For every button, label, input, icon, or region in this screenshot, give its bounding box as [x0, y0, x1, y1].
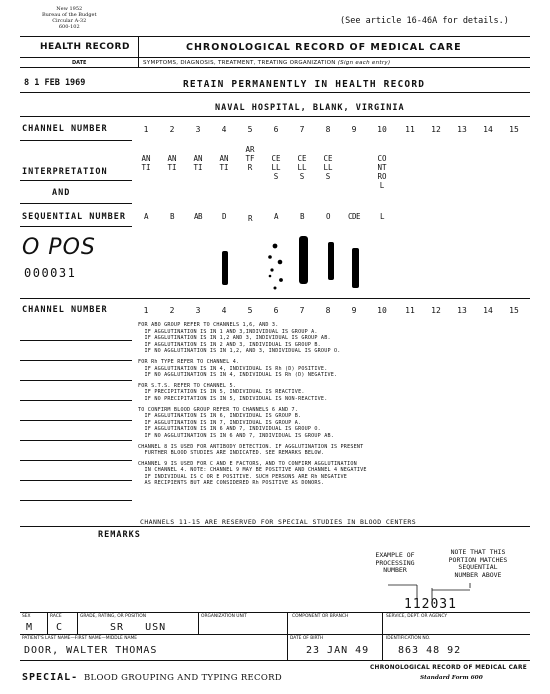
instruction-line: TO CONFIRM BLOOD GROUP REFER TO CHANNELS 6 AND 7.: [138, 406, 299, 413]
sex-label: SEX: [22, 614, 31, 619]
form-id-line: Bureau of the Budget: [42, 12, 97, 18]
channel-number: 6: [273, 125, 279, 134]
interpretation-column: ANTI: [193, 154, 203, 172]
channel-number: 13: [457, 306, 467, 315]
channel-number: 2: [169, 306, 175, 315]
retain-notice: RETAIN PERMANENTLY IN HEALTH RECORD: [183, 79, 426, 90]
blood-group-label: B: [169, 212, 174, 221]
patient-name-label: PATIENT'S LAST NAME—FIRST NAME—MIDDLE NAME: [22, 636, 138, 641]
form-title: CHRONOLOGICAL RECORD OF MEDICAL CARE: [186, 42, 462, 53]
blood-group-label: D: [221, 212, 226, 221]
channel-number: 1: [143, 125, 149, 134]
footer-form-number: Standard Form 600: [420, 675, 483, 681]
channel-number: 15: [509, 306, 519, 315]
health-record-label: HEALTH RECORD: [40, 42, 130, 52]
race-value: C: [56, 622, 64, 633]
instruction-line: CHANNEL 9 IS USED FOR C AND E FACTORS, AND TO CONFIRM AGGLUTINATION: [138, 460, 357, 467]
grade-label: GRADE, RATING, OR POSITION: [80, 614, 147, 619]
instruction-line: IF PRECIPITATION IS IN 5, INDIVIDUAL IS REACTIVE.: [138, 389, 305, 396]
service-label: SERVICE, DEPT. OR AGENCY: [386, 614, 448, 619]
instruction-line: IF AGGLUTINATION IS IN 1,2 AND 3, INDIVIDUAL IS GROUP AB.: [138, 335, 331, 342]
instruction-line: FOR S.T.S. REFER TO CHANNEL 5.: [138, 382, 237, 389]
serial-number: 000031: [24, 266, 77, 280]
channel-number: 12: [431, 306, 441, 315]
blood-group-label: L: [379, 212, 384, 221]
instruction-line: IF AGGLUTINATION IS IN 6 AND 7, INDIVIDUAL IS GROUP O.: [138, 426, 321, 433]
channel-number: 9: [351, 306, 357, 315]
blood-group-label: B: [299, 212, 304, 221]
id-value: 863 48 92: [398, 645, 462, 656]
channel-number: 9: [351, 125, 357, 134]
instruction-line: IF INDIVIDUAL IS C OR E POSITIVE. SUCH PERSONS ARE Rh NEGATIVE: [138, 473, 348, 480]
reserved-note: CHANNELS 11-15 ARE RESERVED FOR SPECIAL STUDIES IN BLOOD CENTERS: [140, 518, 417, 526]
instruction-line: IF NO AGGLUTINATION IS IN 6 AND 7, INDIVIDUAL IS GROUP AB.: [138, 432, 335, 439]
sign-note: (Sign each entry): [337, 60, 391, 66]
instruction-line: IF NO AGGLUTINATION IS IN 4, INDIVIDUAL IS Rh (D) NEGATIVE.: [138, 372, 338, 379]
channel-number-label-2: CHANNEL NUMBER: [22, 305, 108, 315]
channel-number: 6: [273, 306, 279, 315]
channel-number: 7: [299, 125, 305, 134]
interpretation-column: CELLS: [271, 154, 281, 181]
note-label: NOTE THAT THIS PORTION MATCHES SEQUENTIAL NUMBER ABOVE: [448, 548, 508, 579]
component-label: COMPONENT OR BRANCH: [292, 614, 349, 619]
interpretation-label: INTERPRETATION: [22, 167, 108, 177]
interpretation-column: ARTFR: [245, 145, 255, 172]
channel-number: 15: [509, 125, 519, 134]
symptoms-label-text: SYMPTOMS, DIAGNOSIS, TREATMENT, TREATING ORGANIZATION: [143, 60, 336, 66]
grade-value: SR USN: [110, 622, 167, 633]
date-label: DATE: [72, 60, 87, 66]
channel-number: 3: [195, 306, 201, 315]
instruction-line: CHANNEL 8 IS USED FOR ANTIBODY DETECTION. IF AGGLUTINATION IS PRESENT: [138, 443, 364, 450]
channel-number: 10: [377, 125, 387, 134]
instruction-line: IF AGGLUTINATION IS IN 7, INDIVIDUAL IS GROUP A.: [138, 419, 302, 426]
instruction-line: FURTHER BLOOD STUDIES ARE INDICATED. SEE REMARKS BELOW.: [138, 450, 325, 457]
channel-number: 8: [325, 306, 331, 315]
instruction-line: IN CHANNEL 4. NOTE: CHANNEL 9 MAY BE POSITIVE AND CHANNEL 4 NEGATIVE: [138, 467, 367, 474]
channel-number: 5: [247, 306, 253, 315]
instruction-line: IF NO PRECIPITATION IS IN 5, INDIVIDUAL IS NON-REACTIVE.: [138, 395, 328, 402]
special-label: SPECIAL-: [22, 672, 79, 683]
interpretation-column: ANTI: [167, 154, 177, 172]
id-label: IDENTIFICATION NO.: [386, 636, 431, 641]
blood-group-label: AB: [193, 212, 203, 221]
hospital-name: NAVAL HOSPITAL, BLANK, VIRGINIA: [215, 103, 405, 113]
channel-number: 5: [247, 125, 253, 134]
interpretation-column: CELLS: [323, 154, 333, 181]
patient-name: DOOR, WALTER THOMAS: [24, 645, 158, 656]
sex-value: M: [26, 622, 34, 633]
organization-label: ORGANIZATION UNIT: [201, 614, 247, 619]
channel-number: 11: [405, 125, 415, 134]
channel-number: 2: [169, 125, 175, 134]
interpretation-column: ANTI: [219, 154, 229, 172]
instruction-line: IF AGGLUTINATION IS IN 6, INDIVIDUAL IS GROUP B.: [138, 413, 302, 420]
channel-number: 4: [221, 306, 227, 315]
channel-number: 10: [377, 306, 387, 315]
blood-group-label: O: [325, 212, 330, 221]
footer-form-title: CHRONOLOGICAL RECORD OF MEDICAL CARE: [370, 665, 527, 671]
channel-number: 4: [221, 125, 227, 134]
interpretation-column: CELLS: [297, 154, 307, 181]
channel-number: 13: [457, 125, 467, 134]
instruction-line: IF AGGLUTINATION IS IN 2 AND 3, INDIVIDUAL IS GROUP B.: [138, 341, 321, 348]
interpretation-column: CONTROL: [377, 154, 387, 190]
special-text: BLOOD GROUPING AND TYPING RECORD: [84, 673, 282, 683]
and-label: AND: [52, 188, 71, 198]
channel-number: 8: [325, 125, 331, 134]
remarks-label: REMARKS: [98, 530, 141, 540]
handwritten-blood-type: O POS: [22, 235, 96, 260]
entry-date: 8 1 FEB 1969: [24, 78, 86, 88]
race-label: RACE: [50, 614, 62, 619]
example-label: EXAMPLE OF PROCESSING NUMBER: [375, 551, 415, 574]
dob-label: DATE OF BIRTH: [290, 636, 324, 641]
form-id-line: Circular A-32: [52, 18, 87, 24]
sequential-number-label: SEQUENTIAL NUMBER: [22, 212, 126, 222]
channel-number: 1: [143, 306, 149, 315]
blood-group-label: A: [143, 212, 148, 221]
channel-number: 12: [431, 125, 441, 134]
instruction-line: AS RECIPIENTS BUT ARE CONSIDERED Rh POSITIVE AS DONORS.: [138, 480, 325, 487]
channel-number: 14: [483, 125, 493, 134]
channel-number: 14: [483, 306, 493, 315]
instruction-line: FOR Rh TYPE REFER TO CHANNEL 4.: [138, 358, 240, 365]
interpretation-column: ANTI: [141, 154, 151, 172]
instruction-line: FOR ABO GROUP REFER TO CHANNELS 1,6, AND 3.: [138, 322, 279, 328]
form-id-line: 600-102: [58, 24, 80, 30]
blood-group-label: R: [247, 214, 252, 223]
form-id-line: New 1952: [56, 6, 83, 12]
channel-number: 7: [299, 306, 305, 315]
channel-number-label: CHANNEL NUMBER: [22, 124, 108, 134]
blood-group-label: A: [273, 212, 278, 221]
channel-number: 3: [195, 125, 201, 134]
dob-value: 23 JAN 49: [306, 645, 370, 656]
processing-number: 112031: [404, 597, 457, 612]
article-note: (See article 16-46A for details.): [340, 16, 509, 26]
instruction-line: IF AGGLUTINATION IS IN 4, INDIVIDUAL IS Rh (D) POSITIVE.: [138, 365, 328, 372]
instruction-line: IF AGGLUTINATION IS IN 1 AND 3,INDIVIDUAL IS GROUP A.: [138, 328, 318, 335]
blood-group-label: CDE: [347, 212, 361, 221]
channel-number: 11: [405, 306, 415, 315]
instruction-line: IF NO AGGLUTINATION IS IN 1,2, AND 3, INDIVIDUAL IS GROUP O.: [138, 348, 341, 355]
